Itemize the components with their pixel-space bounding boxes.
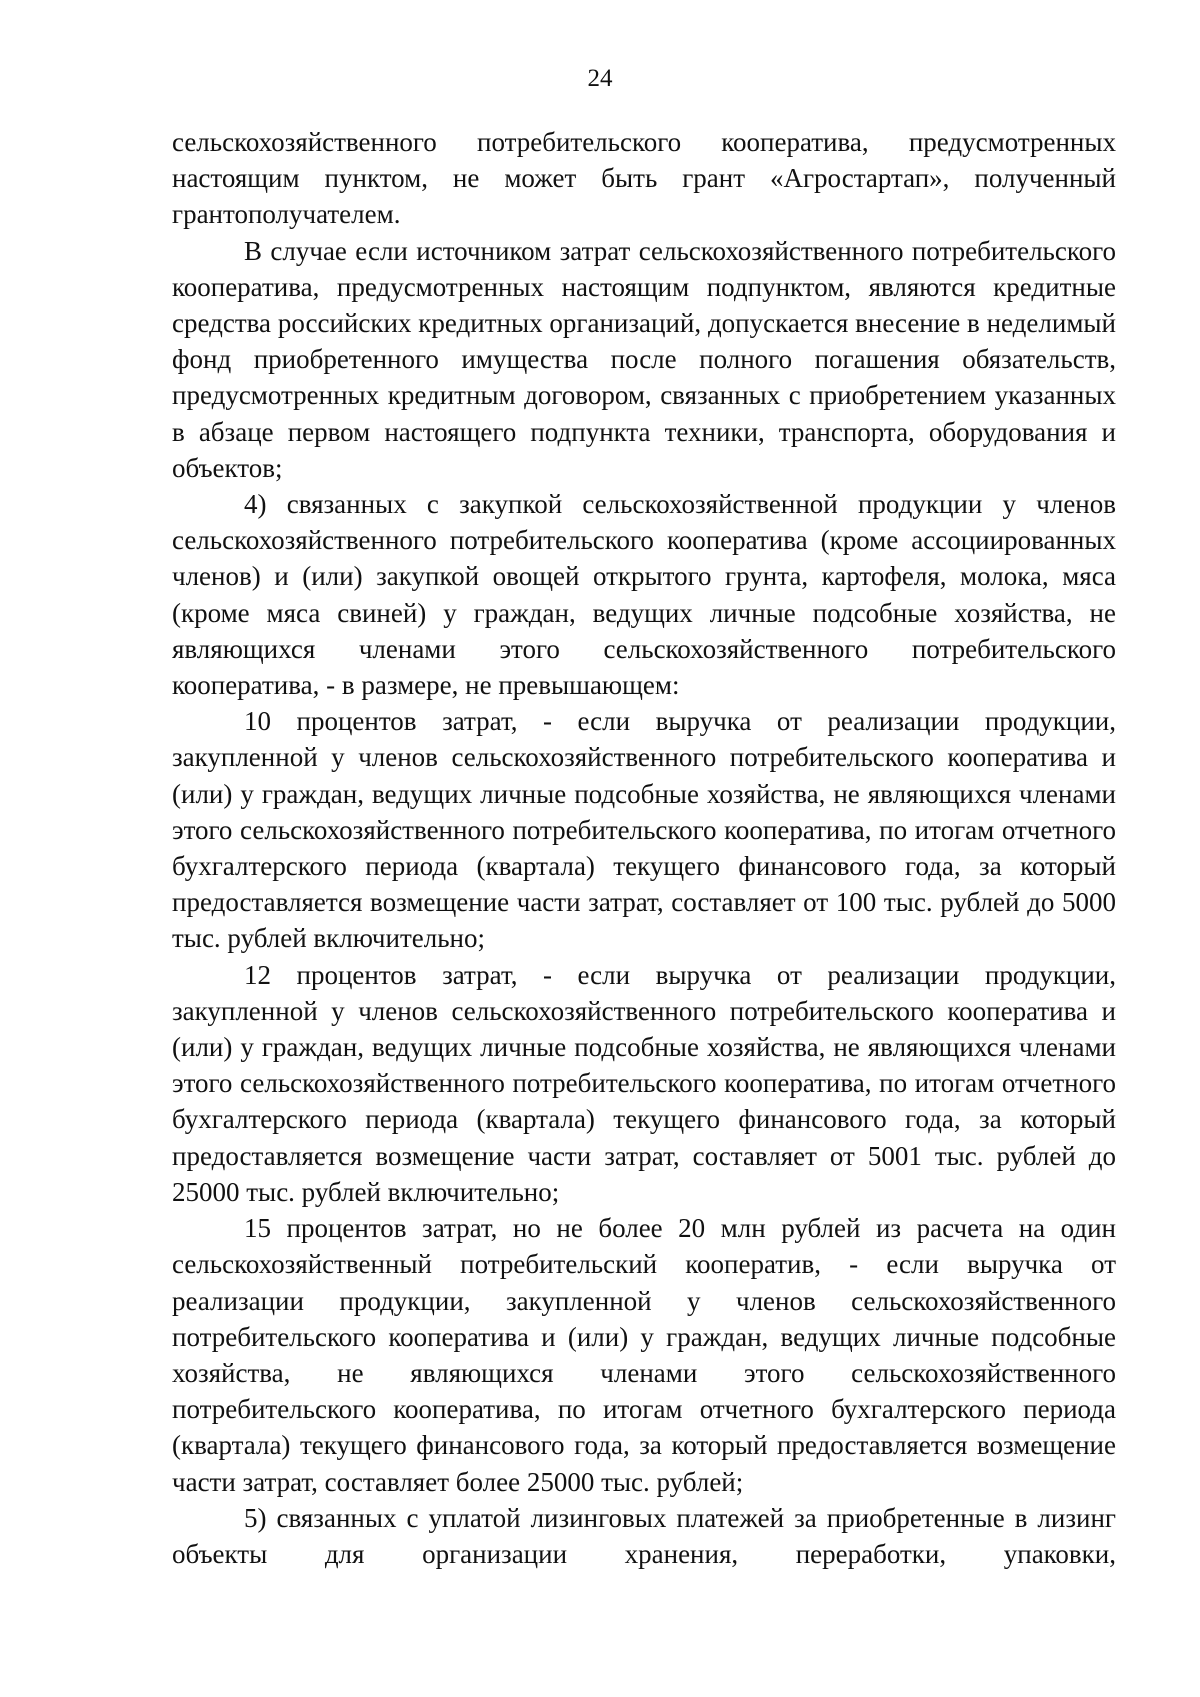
paragraph-item-4: 4) связанных с закупкой сельскохозяйственной продукции у членов сельскохозяйственного потребительского кооператива (кроме ассоциированных членов) и (или) закупкой овощей открытого грунта, картофеля, молока, мяса (кроме мяса свиней) у граждан, ведущих личные подсобные хозяйства, не являющихся членами этого сельскохозяйственного потребительского кооператива, - в размере, не превышающем: <box>172 489 1116 701</box>
paragraph-continuation: сельскохозяйственного потребительского кооператива, предусмотренных настоящим пунктом, не может быть грант «Агростартап», полученный грантополучателем. <box>172 127 1116 230</box>
paragraph-credit-funds: В случае если источником затрат сельскохозяйственного потребительского кооператива, предусмотренных настоящим подпунктом, являются кредитные средства российских кредитных организаций, допускается внесение в неделимый фонд приобретенного имущества после полного погашения обязательств, предусмотренных кредитным договором, связанных с приобретением указанных в абзаце первом настоящего подпункта техники, транспорта, оборудования и объектов; <box>172 235 1116 483</box>
paragraph-item-5: 5) связанных с уплатой лизинговых платежей за приобретенные в лизинг объекты для организации хранения, переработки, упаковки, <box>172 1502 1116 1569</box>
page-number: 24 <box>587 65 613 92</box>
paragraph-10-percent: 10 процентов затрат, - если выручка от реализации продукции, закупленной у членов сельскохозяйственного потребительского кооператива и (или) у граждан, ведущих личные подсобные хозяйства, не являющихся членами этого сельскохозяйственного потребительского кооператива, по итогам отчетного бухгалтерского периода (квартала) текущего финансового года, за который предоставляется возмещение части затрат, составляет от 100 тыс. рублей до 5000 тыс. рублей включительно; <box>172 706 1116 954</box>
paragraph-12-percent: 12 процентов затрат, - если выручка от реализации продукции, закупленной у членов сельскохозяйственного потребительского кооператива и (или) у граждан, ведущих личные подсобные хозяйства, не являющихся членами этого сельскохозяйственного потребительского кооператива, по итогам отчетного бухгалтерского периода (квартала) текущего финансового года, за который предоставляется возмещение части затрат, составляет от 5001 тыс. рублей до 25000 тыс. рублей включительно; <box>172 959 1116 1207</box>
paragraph-15-percent: 15 процентов затрат, но не более 20 млн рублей из расчета на один сельскохозяйственный потребительский кооператив, - если выручка от реализации продукции, закупленной у членов сельскохозяйственного потребительского кооператива и (или) у граждан, ведущих личные подсобные хозяйства, не являющихся членами этого сельскохозяйственного потребительского кооператива, по итогам отчетного бухгалтерского периода (квартала) текущего финансового года, за который предоставляется возмещение части затрат, составляет более 25000 тыс. рублей; <box>172 1213 1116 1497</box>
document-body <box>172 124 1116 1572</box>
